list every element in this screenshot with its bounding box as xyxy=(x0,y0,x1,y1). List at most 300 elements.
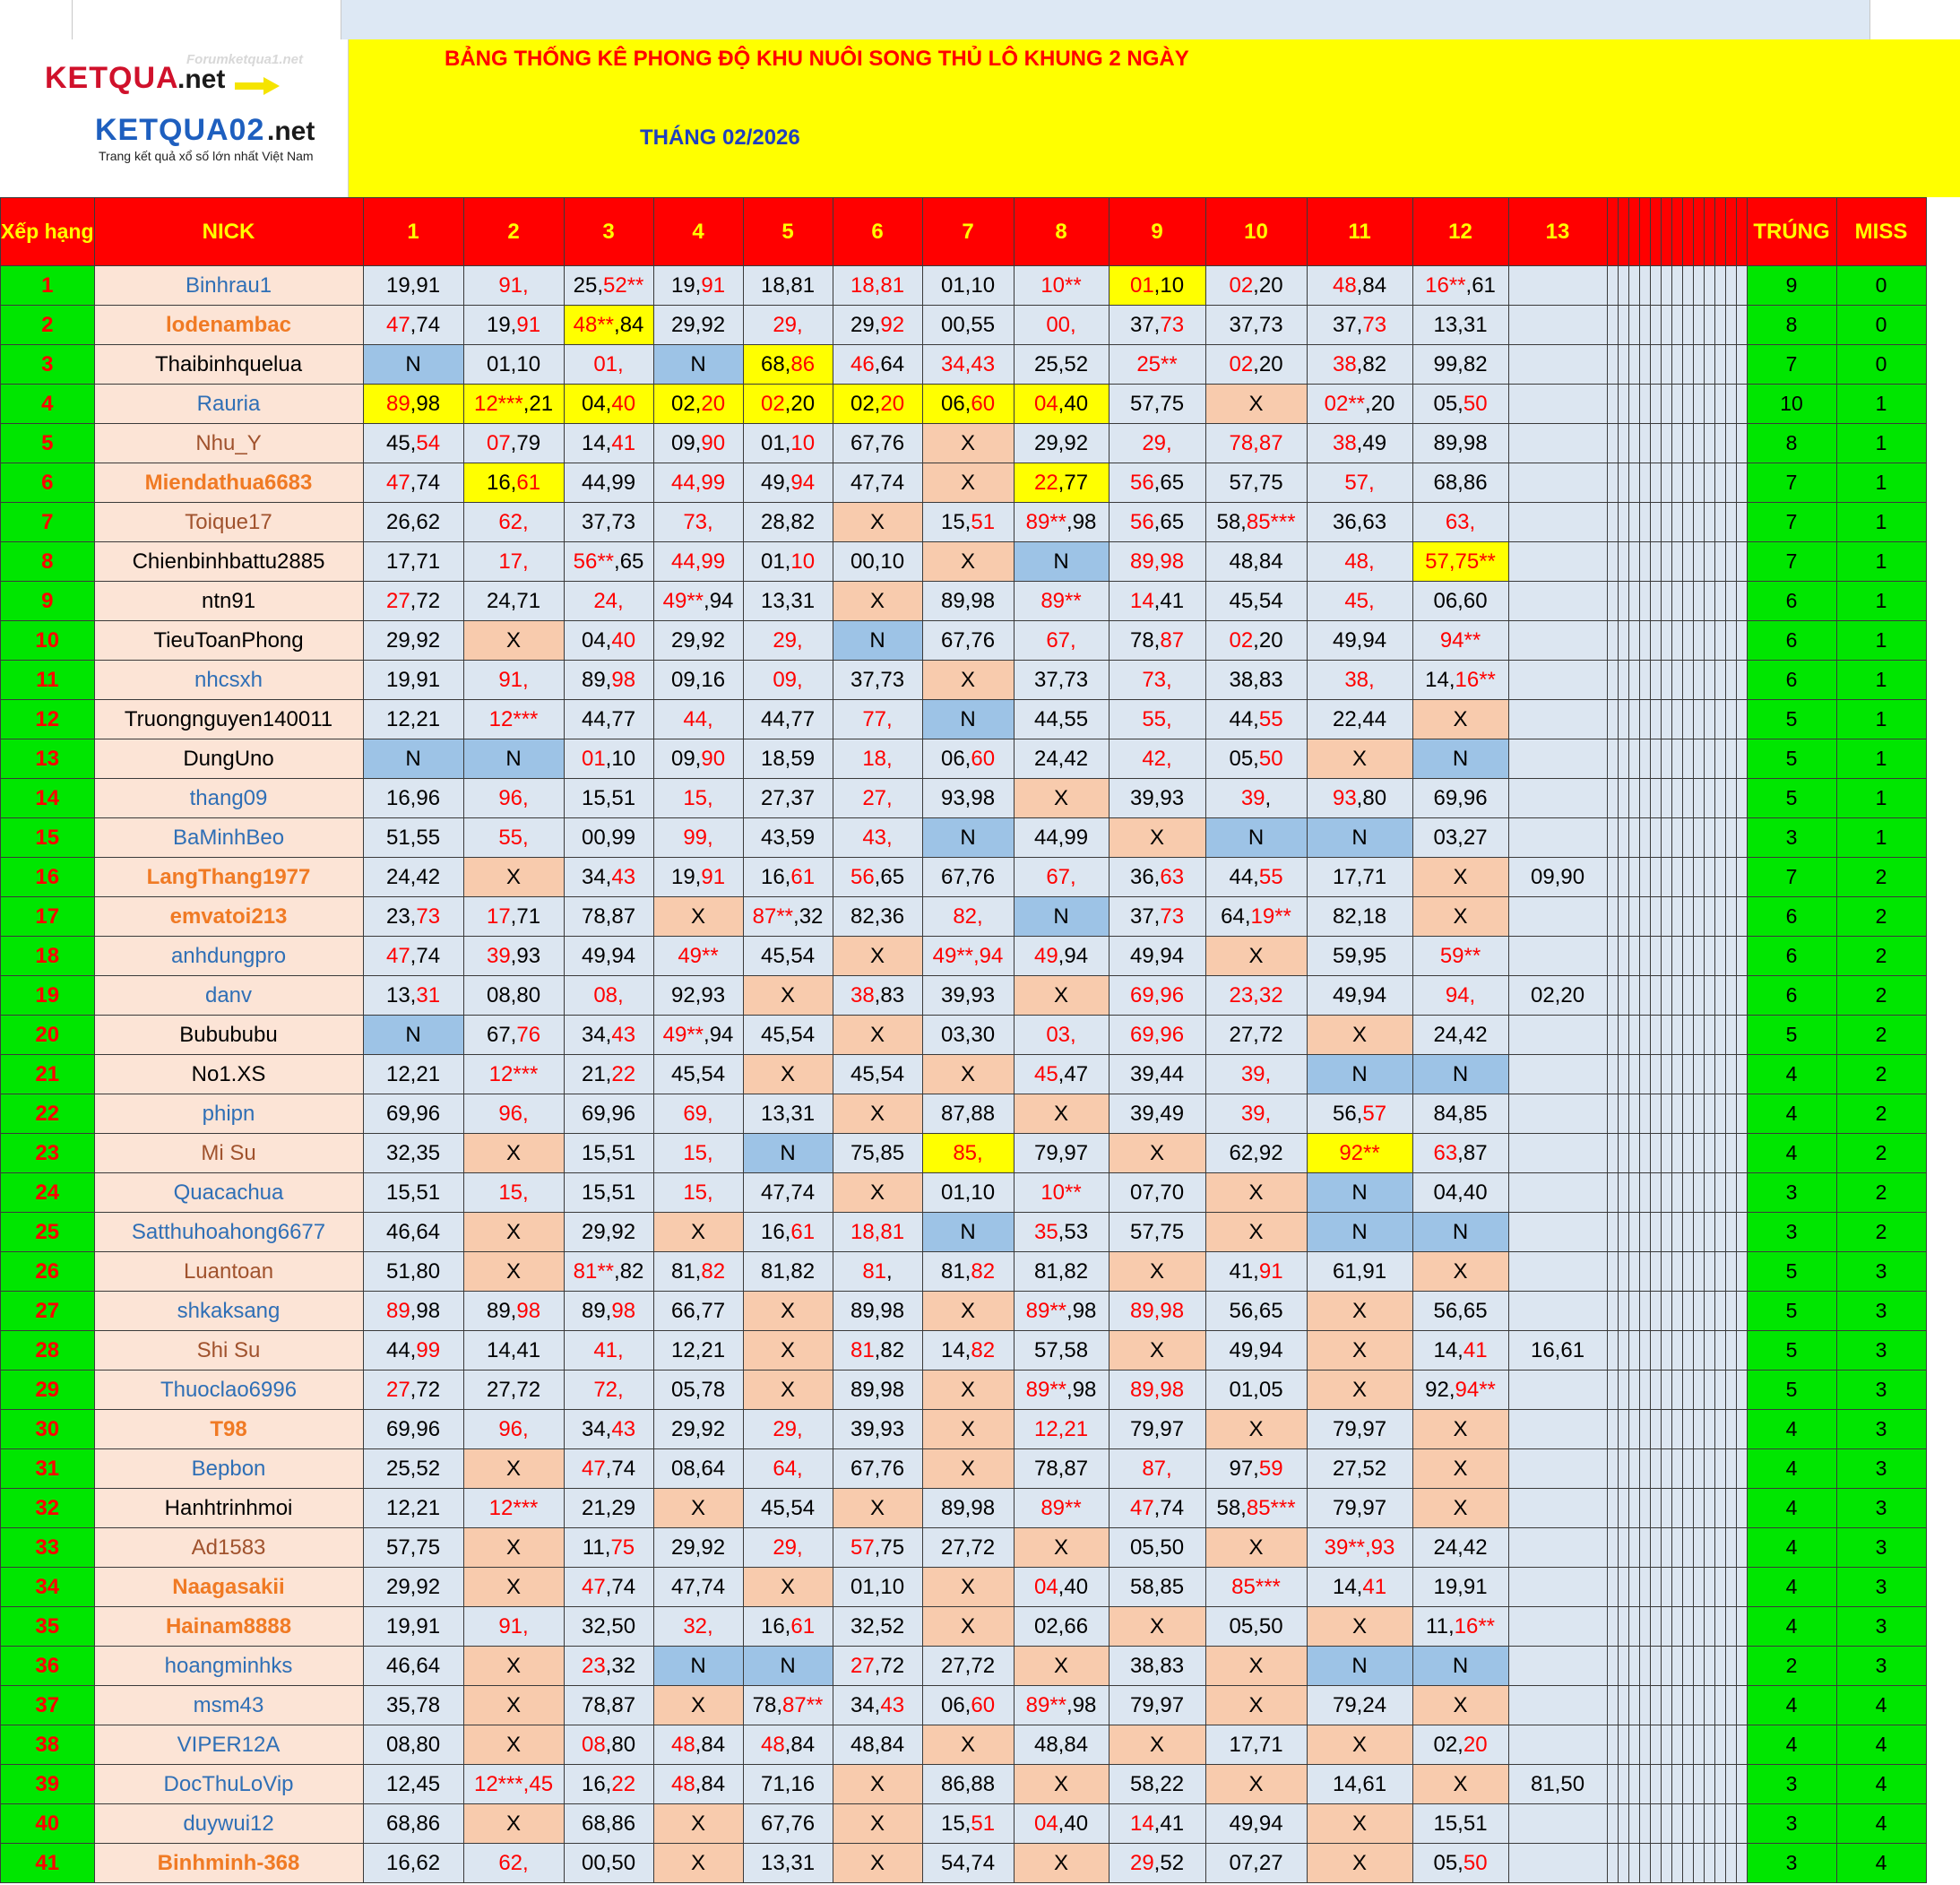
pick-cell-13[interactable] xyxy=(1508,463,1607,503)
pick-cell[interactable]: 04,40 xyxy=(1014,1568,1109,1607)
nick-cell[interactable]: hoangminhks xyxy=(94,1647,363,1686)
pick-cell[interactable]: 23,32 xyxy=(564,1647,653,1686)
pick-cell[interactable]: 47,74 xyxy=(564,1568,653,1607)
pick-cell[interactable]: 17,71 xyxy=(1307,858,1412,897)
pick-cell[interactable]: 16,62 xyxy=(363,1844,463,1883)
day-header[interactable]: 13 xyxy=(1508,198,1607,266)
pick-cell[interactable]: 49,94 xyxy=(1205,1331,1307,1371)
pick-cell[interactable]: 72, xyxy=(564,1371,653,1410)
table-row[interactable] xyxy=(1,976,1927,1016)
pick-cell[interactable]: X xyxy=(1014,976,1109,1016)
table-row[interactable] xyxy=(1,542,1927,582)
day-header[interactable]: 3 xyxy=(564,198,653,266)
pick-cell[interactable]: 97,59 xyxy=(1205,1449,1307,1489)
pick-cell[interactable]: 44,99 xyxy=(1014,818,1109,858)
pick-cell[interactable]: N xyxy=(922,1213,1014,1252)
table-row[interactable] xyxy=(1,306,1927,345)
pick-cell[interactable]: 14,41 xyxy=(1412,1331,1508,1371)
pick-cell[interactable]: 78,87** xyxy=(743,1686,833,1725)
pick-cell[interactable]: 89,98 xyxy=(833,1371,922,1410)
pick-cell[interactable]: 38,83 xyxy=(833,976,922,1016)
hits-header[interactable]: TRÚNG xyxy=(1747,198,1836,266)
pick-cell[interactable]: X xyxy=(1109,1134,1205,1173)
pick-cell-13[interactable] xyxy=(1508,1016,1607,1055)
pick-cell-13[interactable] xyxy=(1508,1094,1607,1134)
nick-cell[interactable]: Hainam8888 xyxy=(94,1607,363,1647)
pick-cell[interactable]: 29,92 xyxy=(363,621,463,661)
pick-cell[interactable]: 13,31 xyxy=(743,1844,833,1883)
table-row[interactable] xyxy=(1,1725,1927,1765)
pick-cell[interactable]: 61,91 xyxy=(1307,1252,1412,1292)
pick-cell[interactable]: 81,82 xyxy=(922,1252,1014,1292)
pick-cell[interactable]: X xyxy=(833,1094,922,1134)
nick-cell[interactable]: Quacachua xyxy=(94,1173,363,1213)
pick-cell[interactable]: 68,86 xyxy=(564,1804,653,1844)
table-row[interactable] xyxy=(1,503,1927,542)
pick-cell[interactable]: 59,95 xyxy=(1307,937,1412,976)
pick-cell[interactable]: 29,92 xyxy=(1014,424,1109,463)
pick-cell[interactable]: 69,96 xyxy=(363,1094,463,1134)
pick-cell[interactable]: 75,85 xyxy=(833,1134,922,1173)
pick-cell[interactable]: N xyxy=(743,1134,833,1173)
pick-cell[interactable]: 36,63 xyxy=(1307,503,1412,542)
table-row[interactable] xyxy=(1,1213,1927,1252)
pick-cell[interactable]: X xyxy=(743,1292,833,1331)
pick-cell[interactable]: 13,31 xyxy=(743,1094,833,1134)
pick-cell[interactable]: 69, xyxy=(653,1094,743,1134)
pick-cell[interactable]: X xyxy=(922,1371,1014,1410)
pick-cell-13[interactable] xyxy=(1508,1371,1607,1410)
pick-cell[interactable]: X xyxy=(1205,1213,1307,1252)
pick-cell[interactable]: 01,10 xyxy=(463,345,564,385)
pick-cell[interactable]: 86,88 xyxy=(922,1765,1014,1804)
pick-cell[interactable]: X xyxy=(463,1134,564,1173)
pick-cell[interactable]: 57, xyxy=(1307,463,1412,503)
nick-cell[interactable]: msm43 xyxy=(94,1686,363,1725)
table-row[interactable] xyxy=(1,1016,1927,1055)
pick-cell[interactable]: 45, xyxy=(1307,582,1412,621)
nick-cell[interactable]: emvatoi213 xyxy=(94,897,363,937)
pick-cell-13[interactable] xyxy=(1508,739,1607,779)
pick-cell[interactable]: 14,41 xyxy=(1109,582,1205,621)
pick-cell[interactable]: 49,94 xyxy=(743,463,833,503)
pick-cell[interactable]: 23,32 xyxy=(1205,976,1307,1016)
pick-cell[interactable]: 48,84 xyxy=(653,1725,743,1765)
pick-cell[interactable]: 15,51 xyxy=(1412,1804,1508,1844)
pick-cell[interactable]: 81, xyxy=(833,1252,922,1292)
pick-cell[interactable]: 44,99 xyxy=(653,463,743,503)
pick-cell[interactable]: 39**,93 xyxy=(1307,1528,1412,1568)
pick-cell[interactable]: 44,77 xyxy=(743,700,833,739)
pick-cell[interactable]: 56,65 xyxy=(1109,503,1205,542)
pick-cell[interactable]: 64, xyxy=(743,1449,833,1489)
pick-cell-13[interactable] xyxy=(1508,424,1607,463)
pick-cell[interactable]: N xyxy=(922,700,1014,739)
pick-cell[interactable]: 89** xyxy=(1014,582,1109,621)
pick-cell[interactable]: X xyxy=(1412,1686,1508,1725)
pick-cell[interactable]: 08,64 xyxy=(653,1449,743,1489)
pick-cell[interactable]: 78,87 xyxy=(564,1686,653,1725)
nick-cell[interactable]: danv xyxy=(94,976,363,1016)
pick-cell[interactable]: 19,91 xyxy=(1412,1568,1508,1607)
pick-cell[interactable]: 99, xyxy=(653,818,743,858)
pick-cell[interactable]: 68,86 xyxy=(743,345,833,385)
pick-cell[interactable]: X xyxy=(1205,1765,1307,1804)
table-row[interactable] xyxy=(1,424,1927,463)
pick-cell[interactable]: 29,92 xyxy=(653,306,743,345)
pick-cell[interactable]: 38,82 xyxy=(1307,345,1412,385)
nick-cell[interactable]: Chienbinhbattu2885 xyxy=(94,542,363,582)
pick-cell[interactable]: 56,57 xyxy=(1307,1094,1412,1134)
nick-cell[interactable]: shkaksang xyxy=(94,1292,363,1331)
pick-cell[interactable]: X xyxy=(653,1844,743,1883)
pick-cell[interactable]: X xyxy=(833,1804,922,1844)
pick-cell[interactable]: 56,65 xyxy=(1205,1292,1307,1331)
pick-cell[interactable]: 48,84 xyxy=(743,1725,833,1765)
pick-cell[interactable]: 35,78 xyxy=(363,1686,463,1725)
pick-cell[interactable]: 38,83 xyxy=(1205,661,1307,700)
pick-cell[interactable]: X xyxy=(922,1607,1014,1647)
pick-cell[interactable]: 89,98 xyxy=(463,1292,564,1331)
pick-cell[interactable]: 01,10 xyxy=(743,424,833,463)
pick-cell[interactable]: 89,98 xyxy=(833,1292,922,1331)
pick-cell[interactable]: 27,52 xyxy=(1307,1449,1412,1489)
pick-cell[interactable]: N xyxy=(1014,542,1109,582)
pick-cell[interactable]: 56,65 xyxy=(1412,1292,1508,1331)
pick-cell-13[interactable] xyxy=(1508,385,1607,424)
pick-cell[interactable]: 21,29 xyxy=(564,1489,653,1528)
pick-cell[interactable]: 13,31 xyxy=(363,976,463,1016)
day-header[interactable]: 1 xyxy=(363,198,463,266)
pick-cell[interactable]: X xyxy=(1307,1371,1412,1410)
pick-cell[interactable]: 09,90 xyxy=(653,739,743,779)
table-row[interactable] xyxy=(1,1647,1927,1686)
nick-cell[interactable]: Mi Su xyxy=(94,1134,363,1173)
pick-cell[interactable]: 39,93 xyxy=(833,1410,922,1449)
pick-cell[interactable]: 96, xyxy=(463,779,564,818)
pick-cell[interactable]: N xyxy=(653,345,743,385)
pick-cell[interactable]: 01,05 xyxy=(1205,1371,1307,1410)
pick-cell[interactable]: 78,87 xyxy=(1205,424,1307,463)
pick-cell[interactable]: 12,21 xyxy=(653,1331,743,1371)
table-row[interactable] xyxy=(1,739,1927,779)
pick-cell[interactable]: 69,96 xyxy=(1412,779,1508,818)
pick-cell[interactable]: 05,78 xyxy=(653,1371,743,1410)
pick-cell[interactable]: 37,73 xyxy=(1109,897,1205,937)
pick-cell-13[interactable] xyxy=(1508,1252,1607,1292)
nick-cell[interactable]: Bepbon xyxy=(94,1449,363,1489)
nick-cell[interactable]: Hanhtrinhmoi xyxy=(94,1489,363,1528)
pick-cell[interactable]: 05,50 xyxy=(1205,1607,1307,1647)
pick-cell[interactable]: 29, xyxy=(743,306,833,345)
pick-cell[interactable]: 16,96 xyxy=(363,779,463,818)
pick-cell[interactable]: 27,72 xyxy=(363,582,463,621)
pick-cell[interactable]: 48,84 xyxy=(653,1765,743,1804)
pick-cell[interactable]: 14,41 xyxy=(564,424,653,463)
pick-cell[interactable]: 01,10 xyxy=(833,1568,922,1607)
pick-cell[interactable]: X xyxy=(463,1528,564,1568)
table-row[interactable] xyxy=(1,1173,1927,1213)
pick-cell[interactable]: X xyxy=(743,1371,833,1410)
pick-cell[interactable]: N xyxy=(653,1647,743,1686)
pick-cell[interactable]: 18,81 xyxy=(743,266,833,306)
table-row[interactable] xyxy=(1,1292,1927,1331)
pick-cell[interactable]: 26,62 xyxy=(363,503,463,542)
day-header[interactable]: 7 xyxy=(922,198,1014,266)
table-row[interactable] xyxy=(1,1410,1927,1449)
pick-cell[interactable]: 79,97 xyxy=(1307,1410,1412,1449)
pick-cell[interactable]: 01,10 xyxy=(743,542,833,582)
pick-cell[interactable]: 39, xyxy=(1205,1055,1307,1094)
pick-cell[interactable]: 03,30 xyxy=(922,1016,1014,1055)
pick-cell[interactable]: 15, xyxy=(463,1173,564,1213)
pick-cell[interactable]: X xyxy=(1014,1528,1109,1568)
table-row[interactable] xyxy=(1,700,1927,739)
pick-cell[interactable]: 96, xyxy=(463,1410,564,1449)
pick-cell[interactable]: 44,55 xyxy=(1205,858,1307,897)
pick-cell[interactable]: 48,84 xyxy=(1307,266,1412,306)
pick-cell[interactable]: 44,99 xyxy=(653,542,743,582)
pick-cell[interactable]: 25,52 xyxy=(363,1449,463,1489)
pick-cell[interactable]: X xyxy=(1307,1016,1412,1055)
pick-cell[interactable]: 63, xyxy=(1412,503,1508,542)
nick-cell[interactable]: duywui12 xyxy=(94,1804,363,1844)
pick-cell[interactable]: 37,73 xyxy=(1205,306,1307,345)
nick-cell[interactable]: Thuoclao6996 xyxy=(94,1371,363,1410)
pick-cell[interactable]: 45,54 xyxy=(743,1489,833,1528)
pick-cell-13[interactable] xyxy=(1508,1804,1607,1844)
pick-cell[interactable]: 67,76 xyxy=(922,621,1014,661)
pick-cell[interactable]: 06,60 xyxy=(1412,582,1508,621)
table-row[interactable] xyxy=(1,1607,1927,1647)
pick-cell[interactable]: 10** xyxy=(1014,266,1109,306)
pick-cell[interactable]: 47,74 xyxy=(1109,1489,1205,1528)
pick-cell[interactable]: 07,79 xyxy=(463,424,564,463)
pick-cell[interactable]: X xyxy=(1307,1292,1412,1331)
pick-cell[interactable]: 55, xyxy=(463,818,564,858)
pick-cell[interactable]: 12***,45 xyxy=(463,1765,564,1804)
pick-cell[interactable]: 05,50 xyxy=(1412,385,1508,424)
pick-cell[interactable]: 03, xyxy=(1014,1016,1109,1055)
pick-cell[interactable]: 07,27 xyxy=(1205,1844,1307,1883)
pick-cell[interactable]: 57,75 xyxy=(363,1528,463,1568)
pick-cell[interactable]: 81,82 xyxy=(1014,1252,1109,1292)
pick-cell[interactable]: X xyxy=(743,976,833,1016)
pick-cell[interactable]: 02,20 xyxy=(833,385,922,424)
pick-cell[interactable]: X xyxy=(1412,1410,1508,1449)
pick-cell[interactable]: 27,37 xyxy=(743,779,833,818)
pick-cell[interactable]: 15,51 xyxy=(564,1134,653,1173)
nick-cell[interactable]: Satthuhoahong6677 xyxy=(94,1213,363,1252)
pick-cell[interactable]: N xyxy=(833,621,922,661)
table-row[interactable] xyxy=(1,858,1927,897)
nick-cell[interactable]: DocThuLoVip xyxy=(94,1765,363,1804)
pick-cell[interactable]: 81,82 xyxy=(833,1331,922,1371)
pick-cell[interactable]: 34,43 xyxy=(564,1410,653,1449)
pick-cell[interactable]: X xyxy=(653,897,743,937)
pick-cell[interactable]: 29,92 xyxy=(653,621,743,661)
pick-cell[interactable]: 02**,20 xyxy=(1307,385,1412,424)
pick-cell[interactable]: 16,61 xyxy=(743,858,833,897)
pick-cell[interactable]: 06,60 xyxy=(922,385,1014,424)
pick-cell[interactable]: 47,74 xyxy=(363,463,463,503)
pick-cell[interactable]: X xyxy=(922,1410,1014,1449)
pick-cell[interactable]: 49,94 xyxy=(1109,937,1205,976)
pick-cell[interactable]: 00,55 xyxy=(922,306,1014,345)
pick-cell[interactable]: 19,91 xyxy=(463,306,564,345)
pick-cell[interactable]: 01,10 xyxy=(922,1173,1014,1213)
pick-cell[interactable]: X xyxy=(1412,700,1508,739)
pick-cell[interactable]: 51,80 xyxy=(363,1252,463,1292)
pick-cell[interactable]: 39,93 xyxy=(1109,779,1205,818)
table-row[interactable] xyxy=(1,1765,1927,1804)
pick-cell-13[interactable] xyxy=(1508,1647,1607,1686)
pick-cell[interactable]: 02,20 xyxy=(1205,345,1307,385)
pick-cell[interactable]: 15,51 xyxy=(564,779,653,818)
pick-cell[interactable]: 19,91 xyxy=(363,266,463,306)
pick-cell[interactable]: 02,20 xyxy=(1412,1725,1508,1765)
pick-cell-13[interactable] xyxy=(1508,542,1607,582)
pick-cell[interactable]: X xyxy=(922,661,1014,700)
pick-cell[interactable]: 44,99 xyxy=(564,463,653,503)
pick-cell[interactable]: 34,43 xyxy=(564,858,653,897)
pick-cell[interactable]: 57,75 xyxy=(833,1528,922,1568)
pick-cell[interactable]: 64,19** xyxy=(1205,897,1307,937)
pick-cell[interactable]: 66,77 xyxy=(653,1292,743,1331)
pick-cell[interactable]: X xyxy=(1109,1331,1205,1371)
pick-cell-13[interactable] xyxy=(1508,1173,1607,1213)
pick-cell[interactable]: 77, xyxy=(833,700,922,739)
pick-cell[interactable]: 85, xyxy=(922,1134,1014,1173)
pick-cell[interactable]: 00,50 xyxy=(564,1844,653,1883)
pick-cell[interactable]: 19,91 xyxy=(653,266,743,306)
pick-cell[interactable]: 27,72 xyxy=(463,1371,564,1410)
pick-cell[interactable]: 08,80 xyxy=(564,1725,653,1765)
pick-cell[interactable]: 44,99 xyxy=(363,1331,463,1371)
pick-cell-13[interactable]: 02,20 xyxy=(1508,976,1607,1016)
pick-cell[interactable]: 41, xyxy=(564,1331,653,1371)
pick-cell[interactable]: 91, xyxy=(463,266,564,306)
pick-cell[interactable]: 89,98 xyxy=(363,1292,463,1331)
pick-cell[interactable]: 49** xyxy=(653,937,743,976)
pick-cell[interactable]: 34,43 xyxy=(833,1686,922,1725)
pick-cell[interactable]: 29,92 xyxy=(653,1528,743,1568)
pick-cell[interactable]: 09, xyxy=(743,661,833,700)
table-row[interactable] xyxy=(1,1252,1927,1292)
pick-cell[interactable]: 67,76 xyxy=(922,858,1014,897)
pick-cell[interactable]: X xyxy=(653,1804,743,1844)
day-header[interactable]: 4 xyxy=(653,198,743,266)
nick-cell[interactable]: LangThang1977 xyxy=(94,858,363,897)
pick-cell[interactable]: 37,73 xyxy=(564,503,653,542)
pick-cell[interactable]: 24, xyxy=(564,582,653,621)
pick-cell[interactable]: 27, xyxy=(833,779,922,818)
pick-cell[interactable]: 04,40 xyxy=(564,621,653,661)
pick-cell[interactable]: 44, xyxy=(653,700,743,739)
nick-cell[interactable]: lodenambac xyxy=(94,306,363,345)
pick-cell[interactable]: 67, xyxy=(1014,621,1109,661)
pick-cell[interactable]: 55, xyxy=(1109,700,1205,739)
pick-cell[interactable]: 09,16 xyxy=(653,661,743,700)
pick-cell-13[interactable] xyxy=(1508,1607,1607,1647)
table-row[interactable] xyxy=(1,1568,1927,1607)
pick-cell[interactable]: X xyxy=(833,503,922,542)
pick-cell[interactable]: 57,58 xyxy=(1014,1331,1109,1371)
pick-cell[interactable]: 67,76 xyxy=(743,1804,833,1844)
pick-cell-13[interactable] xyxy=(1508,1686,1607,1725)
pick-cell[interactable]: 32,50 xyxy=(564,1607,653,1647)
pick-cell[interactable]: N xyxy=(1307,1055,1412,1094)
pick-cell[interactable]: 18,81 xyxy=(833,266,922,306)
pick-cell[interactable]: 79,97 xyxy=(1307,1489,1412,1528)
pick-cell[interactable]: 16,61 xyxy=(743,1607,833,1647)
pick-cell[interactable]: X xyxy=(1205,1647,1307,1686)
pick-cell[interactable]: 02,20 xyxy=(743,385,833,424)
pick-cell[interactable]: 89,98 xyxy=(363,385,463,424)
pick-cell[interactable]: 48, xyxy=(1307,542,1412,582)
pick-cell-13[interactable] xyxy=(1508,1292,1607,1331)
pick-cell[interactable]: 45,47 xyxy=(1014,1055,1109,1094)
pick-cell[interactable]: 92,93 xyxy=(653,976,743,1016)
pick-cell[interactable]: X xyxy=(1109,1725,1205,1765)
pick-cell[interactable]: 27,72 xyxy=(833,1647,922,1686)
pick-cell[interactable]: 11,16** xyxy=(1412,1607,1508,1647)
pick-cell[interactable]: 04,40 xyxy=(1014,1804,1109,1844)
pick-cell[interactable]: 28,82 xyxy=(743,503,833,542)
pick-cell[interactable]: X xyxy=(653,1686,743,1725)
pick-cell[interactable]: N xyxy=(363,1016,463,1055)
pick-cell[interactable]: 96, xyxy=(463,1094,564,1134)
pick-cell[interactable]: 89,98 xyxy=(1109,542,1205,582)
pick-cell[interactable]: 37,73 xyxy=(1014,661,1109,700)
pick-cell[interactable]: 12,21 xyxy=(363,1055,463,1094)
pick-cell[interactable]: 57,75 xyxy=(1205,463,1307,503)
pick-cell[interactable]: 39, xyxy=(1205,779,1307,818)
pick-cell[interactable]: N xyxy=(922,818,1014,858)
nick-cell[interactable]: Toique17 xyxy=(94,503,363,542)
pick-cell[interactable]: 06,60 xyxy=(922,1686,1014,1725)
pick-cell-13[interactable] xyxy=(1508,1568,1607,1607)
pick-cell[interactable]: X xyxy=(1205,937,1307,976)
day-header[interactable]: 5 xyxy=(743,198,833,266)
pick-cell[interactable]: 93,98 xyxy=(922,779,1014,818)
miss-header[interactable]: MISS xyxy=(1836,198,1926,266)
pick-cell[interactable]: 39,93 xyxy=(922,976,1014,1016)
pick-cell[interactable]: 00, xyxy=(1014,306,1109,345)
pick-cell[interactable]: 15,51 xyxy=(564,1173,653,1213)
pick-cell[interactable]: 17, xyxy=(463,542,564,582)
nick-cell[interactable]: Miendathua6683 xyxy=(94,463,363,503)
pick-cell[interactable]: N xyxy=(1412,1213,1508,1252)
pick-cell[interactable]: X xyxy=(653,1213,743,1252)
pick-cell[interactable]: 06,60 xyxy=(922,739,1014,779)
pick-cell[interactable]: 25,52** xyxy=(564,266,653,306)
pick-cell[interactable]: 57,75 xyxy=(1109,1213,1205,1252)
pick-cell[interactable]: 12*** xyxy=(463,1055,564,1094)
pick-cell[interactable]: 58,22 xyxy=(1109,1765,1205,1804)
table-row[interactable] xyxy=(1,661,1927,700)
pick-cell[interactable]: 19,91 xyxy=(653,858,743,897)
pick-cell-13[interactable] xyxy=(1508,1725,1607,1765)
pick-cell[interactable]: N xyxy=(1412,1647,1508,1686)
pick-cell[interactable]: 56**,65 xyxy=(564,542,653,582)
pick-cell-13[interactable] xyxy=(1508,621,1607,661)
pick-cell[interactable]: X xyxy=(833,1765,922,1804)
pick-cell[interactable]: X xyxy=(463,1449,564,1489)
pick-cell[interactable]: 38,49 xyxy=(1307,424,1412,463)
pick-cell[interactable]: 11,75 xyxy=(564,1528,653,1568)
pick-cell[interactable]: 32, xyxy=(653,1607,743,1647)
